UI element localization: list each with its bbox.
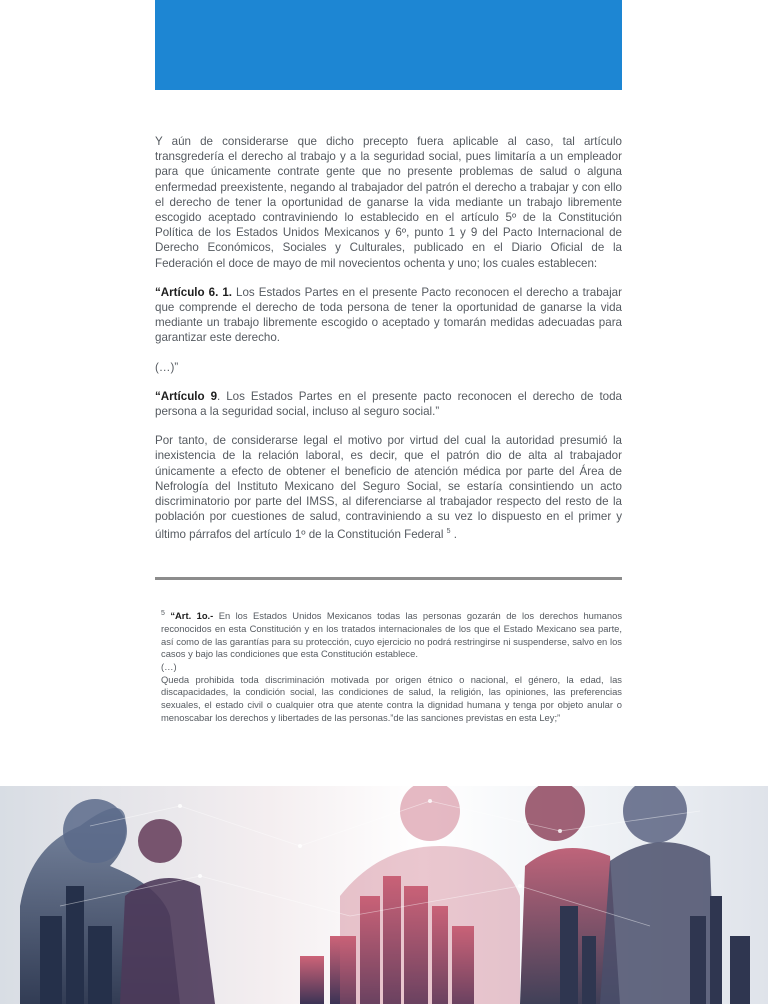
paragraph-conclusion-end: . bbox=[450, 528, 458, 542]
main-text bbox=[155, 134, 622, 543]
footnote bbox=[161, 608, 622, 724]
footnote-divider bbox=[155, 577, 622, 580]
footnote-ellipsis: (…) bbox=[161, 660, 177, 672]
footnote-number: 5 bbox=[161, 610, 165, 617]
footnote-reference[interactable]: 5 bbox=[446, 528, 451, 536]
footnote-body-2: Queda prohibida toda discriminación motivada por origen étnico o nacional, el género, la edad, las discapacidades, la condición social, las condiciones de salud, la religión, las opiniones, las preferencias sexuales, el estado civil o cualquier otra que atente contra la dignidad humana y tenga por objeto anular o menoscabar los derechos y libertades de las personas.”de las sanciones previstas en esta Ley;” bbox=[161, 673, 622, 723]
quote-article-6 bbox=[155, 285, 622, 346]
quote-article-9 bbox=[155, 389, 622, 419]
footnote-article-1 bbox=[161, 608, 622, 661]
footnote-body-1: En los Estados Unidos Mexicanos todas las personas gozarán de los derechos humanos reconocidos en esta Constitución y en los tratados internacionales de los que el Estado Mexicano sea parte, así como de las garantías para su protección, cuyo ejercicio no podrá restringirse ni suspenderse, salvo en los casos y bajo las condiciones que esta Constitución establece. bbox=[161, 610, 623, 660]
quote-article-9-lead: “Artículo 9 bbox=[155, 389, 218, 403]
header-banner bbox=[155, 0, 622, 90]
quote-article-6-lead: “Artículo 6. 1. bbox=[155, 285, 232, 299]
paragraph-conclusion bbox=[155, 433, 622, 542]
footnote-lead: “Art. 1o.- bbox=[170, 610, 214, 622]
quote-article-6-body: Los Estados Partes en el presente Pacto reconocen el derecho a trabajar que comprende el derecho de toda persona de tener la oportunidad de ganarse la vida mediante un trabajo libremente escogido o aceptado y tomarán medidas adecuadas para garantizar este derecho. bbox=[155, 285, 622, 345]
business-people-city-image bbox=[0, 786, 768, 1004]
paragraph-intro: Y aún de considerarse que dicho precepto fuera aplicable al caso, tal artículo transgredería el derecho al trabajo y a la seguridad social, pues limitaría a un empleador para que únicamente contrate gente que no presente problemas de salud o alguna enfermedad preexistente, negando al trabajador del patrón el derecho a trabajar y con ello el derecho de tener la oportunidad de ganarse la vida mediante un trabajo libremente escogido aceptado contraviniendo lo establecido en el artículo 5º de la Constitución Política de los Estados Unidos Mexicanos y 6º, punto 1 y 9 del Pacto Internacional de Derecho Económicos, Sociales y Culturales, publicado en el Diario Oficial de la Federación el doce de mayo de mil novecientos ochenta y uno; los cuales establecen: bbox=[155, 135, 622, 270]
paragraph-conclusion-body: Por tanto, de considerarse legal el motivo por virtud del cual la autoridad presumió la inexistencia de la relación laboral, es decir, que el patrón dio de alta al trabajador únicamente a efecto de obtener el beneficio de atención médica por parte del Área de Nefrología del Instituto Mexicano del Seguro Social, se estaría consintiendo un acto discriminatorio por parte del IMSS, al diferenciarse al trabajador respecto del resto de la población por cuestiones de salud, contraviniendo a su vez lo dispuesto en el primer y último párrafos del artículo 1º de la Constitución Federal bbox=[155, 434, 622, 542]
quote-ellipsis: (…)” bbox=[155, 360, 179, 374]
quote-article-9-body: . Los Estados Partes en el presente pacto reconocen el derecho de toda persona a la seguridad social, incluso al seguro social.” bbox=[155, 389, 623, 419]
